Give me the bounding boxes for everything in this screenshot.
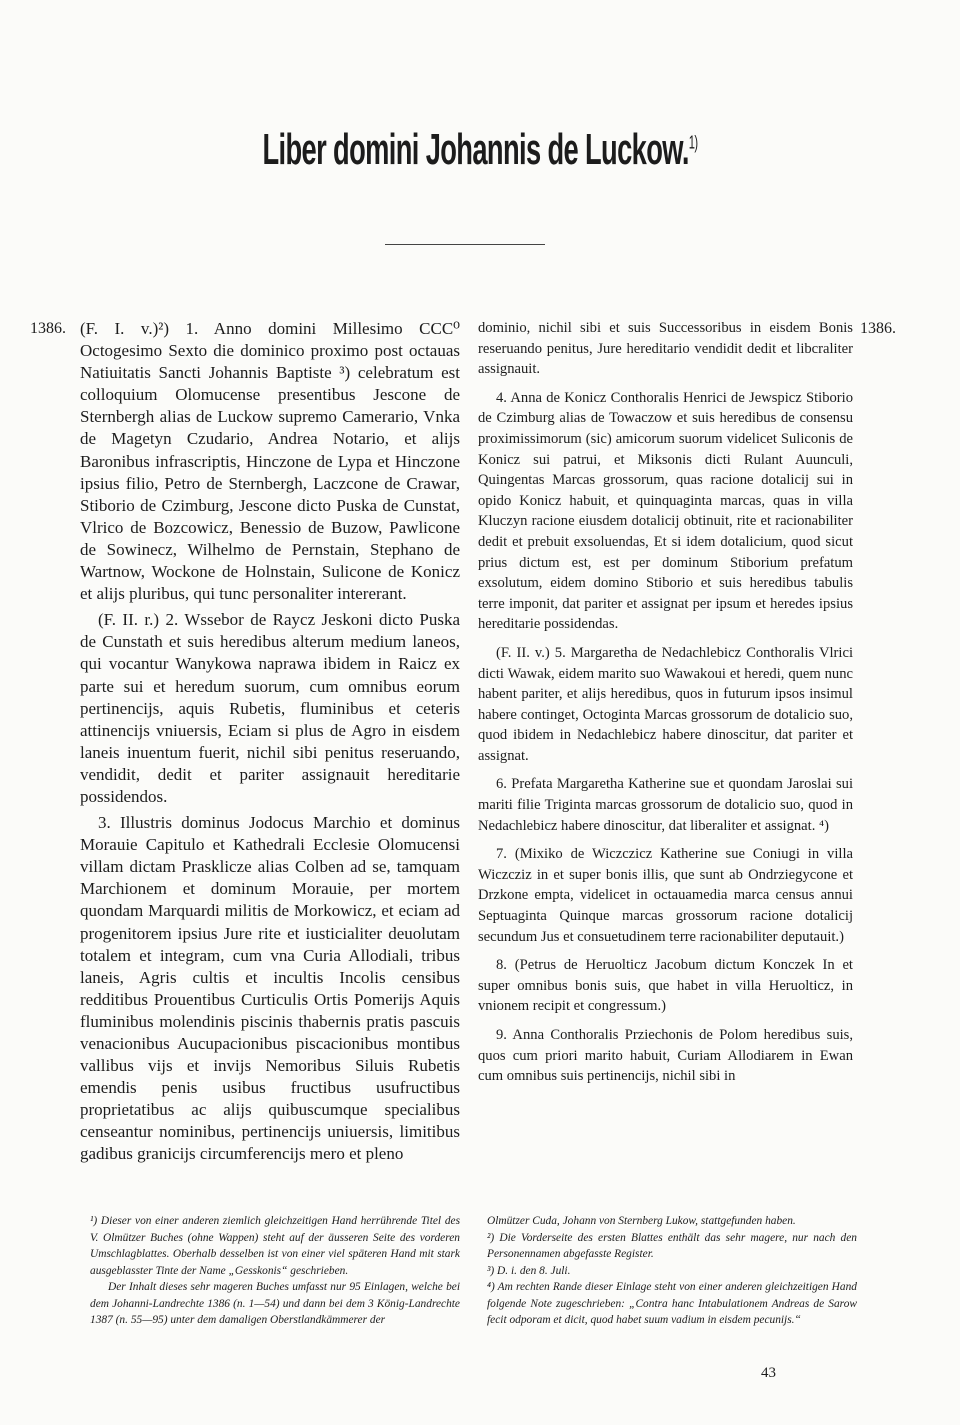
page-title <box>182 125 777 175</box>
footnotes-left <box>90 1213 460 1329</box>
title-divider <box>385 244 545 245</box>
title-footnote-mark: 1) <box>688 132 698 153</box>
entry-2: (F. II. r.) 2. Wssebor de Raycz Jeskoni dicto Puska de Cunstath et suis heredibus alterum medium laneos, qui vocantur Wanykowa naprawa ibidem in Raicz ex parte sui et heredum suorum, cum omnibus eorum pertinencijs, aquis Rubetis, fluminibus et ceteris attinencijs vniuersis, Eciam si plus de Agro in eisdem laneis inuentum fuerit, nichil sibi penitus reseruando, vendidit, dedit et pariter assignauit hereditarie possidendos. <box>80 610 460 806</box>
footnotes-right <box>487 1213 857 1329</box>
entry-8: 8. (Petrus de Heruolticz Jacobum dictum Konczek In et super omnibus bonis suis, que habet in villa Heruolticz, in vnionem recipit et congressum.) <box>478 957 853 1015</box>
margin-year-right: 1386. <box>860 320 896 337</box>
entry-3: 3. Illustris dominus Jodocus Marchio et dominus Morauie Capitulo et Kathedrali Ecclesie Olomucensi villam dictam Prasklicze alias Colben ad se, tamquam Marchionem et dominum Morauie, per mortem quondam Marquardi militis de Morkowicz, et eciam ad progenitorem ipsius Jure rite et iusticialiter deuolutam totalem et integram, cum vna Curia Allodiali, tribus laneis, Agris cultis et incultis Incolis censibus redditibus Prouentibus Curticulis Ortis Pomerijs Aquis fluminibus molendinis piscinis thabernis pratis pascuis venacionibus Aucupacionibus piscacionibus montibus vallibus vijs et invijs Nemoribus Siluis Rubetis emendis penis usibus fructibus usufructibus proprietatibus ac alijs quibuscumque specialibus censeantur nominibus, pertinencijs uniuersis, limitibus gadibus granicijs circumferencijs mero et pleno <box>80 813 460 1164</box>
footnote-1-continued: Der Inhalt dieses sehr mageren Buches umfasst nur 95 Einlagen, welche bei dem Johanni-Landrechte 1386 (n. 1—54) und dann bei dem 3 König-Landrechte 1387 (n. 55—95) unter dem damaligen Oberstlandkämmerer der <box>90 1281 460 1326</box>
entry-6: 6. Prefata Margaretha Katherine sue et quondam Jaroslai sui mariti filie Triginta marcas grossorum de dotalicio suo, quod in Nedachlebicz habere dinoscitur, dat liberaliter et assignat. ⁴) <box>478 776 853 834</box>
footnote-4: ⁴) Am rechten Rande dieser Einlage steht von einer anderen gleichzeitigen Hand folgende Note zugeschrieben: „Contra hanc Intabulationem Andreas de Sarow fecit odporam et dicit, quod habet suum vadium in eisdem pecunijs.“ <box>487 1281 857 1326</box>
page-number: 43 <box>761 1365 776 1381</box>
footnote-1-end: Olmützer Cuda, Johann von Sternberg Lukow, stattgefunden haben. <box>487 1215 796 1227</box>
entry-5: (F. II. v.) 5. Margaretha de Nedachlebicz Conthoralis Vlrici dicti Wawak, eidem marito suo Wawakoui et heredi, quem nunc habent pariter, et alijs heredibus, quos in futurum ipsos insimul habere continget, Octoginta Marcas grossorum de dotalicio suo, quod ibidem in Nedachlebicz habere dinoscitur, dat pariter et assignat. <box>478 644 853 764</box>
footnote-2: ²) Die Vorderseite des ersten Blattes enthält das sehr magere, nur nach den Personennamen abgefasste Register. <box>487 1231 857 1260</box>
entry-3-continued: dominio, nichil sibi et suis Successoribus in eisdem Bonis reseruando penitus, Jure hereditario vendidit dedit et libcraliter assignauit. <box>478 320 853 378</box>
entry-4: 4. Anna de Konicz Conthoralis Henrici de Jewspicz Stiborio de Czimburg alias de Towaczow et suis heredibus de consensu proximissimorum (sic) amicorum suorum videlicet Suliconis de Konicz sui patrui, et Miksonis dicti Rulant Auunculi, Quingentas Marcas grossorum, quas racione dotalicij sui in opido Konicz habuit, et quinquaginta marcas, quas in villa Kluczyn racione eiusdem dotalicij obtinuit, rite et racionabiliter dedit et prebuit exsoluendas, Et si idem dotalicium, quod sicut prius dictum est, est per dominum Stiborium prefatum exsolutum, eidem domino Stiborio et suis heredibus tabulis terre imponit, dat pariter et assignat per ipsum et heredes ipsius hereditarie possidendas. <box>478 389 853 633</box>
title-text: Liber domini Johannis de Luckow. <box>262 125 689 174</box>
left-column <box>80 318 460 1170</box>
right-column <box>478 318 853 1091</box>
entry-9: 9. Anna Conthoralis Prziechonis de Polom heredibus suis, quos cum priori marito habuit, Curiam Allodiarem in Ewan cum omnibus suis pertinencijs, nichil sibi in <box>478 1027 853 1085</box>
footnote-3: ³) D. i. den 8. Juli. <box>487 1264 571 1277</box>
entry-7: 7. (Mixiko de Wiczczicz Katherine sue Coniugi in villa Wiczcziz in et super bonis illis, que sunt ab Ondrziegycone et Drzkone empta, videlicet in octauamedia marca census annui Septuaginta Quinque marcas grossorum racione dotalicij secundum Jus et consuetudinem terre racionabiliter deputauit.) <box>478 846 853 945</box>
footnote-1: ¹) Dieser von einer anderen ziemlich gleichzeitigen Hand herrührende Titel des V. Olmützer Buches (ohne Wappen) steht auf der äusseren Seite des vorderen Umschlagblattes. Oberhalb desselben ist von einer viel späteren Hand mit stark ausgeblasster Tinte der Name „Gesskonis“ geschrieben. <box>90 1215 460 1277</box>
margin-year-left: 1386. <box>30 320 66 337</box>
entry-1: (F. I. v.)²) 1. Anno domini Millesimo CCC⁰ Octogesimo Sexto die dominico proximo post octauas Natiuitatis Sancti Johannis Baptiste ³) celebratum est colloquium Olomucense presentibus Jescone de Sternbergh alias de Luckow supremo Camerario, Vnka de Magetyn Czudario, Andrea Notario, et alijs Baronibus infrascriptis, Hinczone de Lypa et Hinczone ipsius filio, Petro de Sternbergh, Laczcone de Crawar, Stiborio de Czimburg, Jescone dicto Puska de Cunstat, Vlrico de Bozcowicz, Benessio de Buzow, Pawlicone de Sowinecz, Wilhelmo de Pernstain, Stephano de Wartnow, Wockone de Holnstain, Sulicone de Konicz et alijs pluribus, qui tunc personaliter intererant. <box>80 319 460 604</box>
